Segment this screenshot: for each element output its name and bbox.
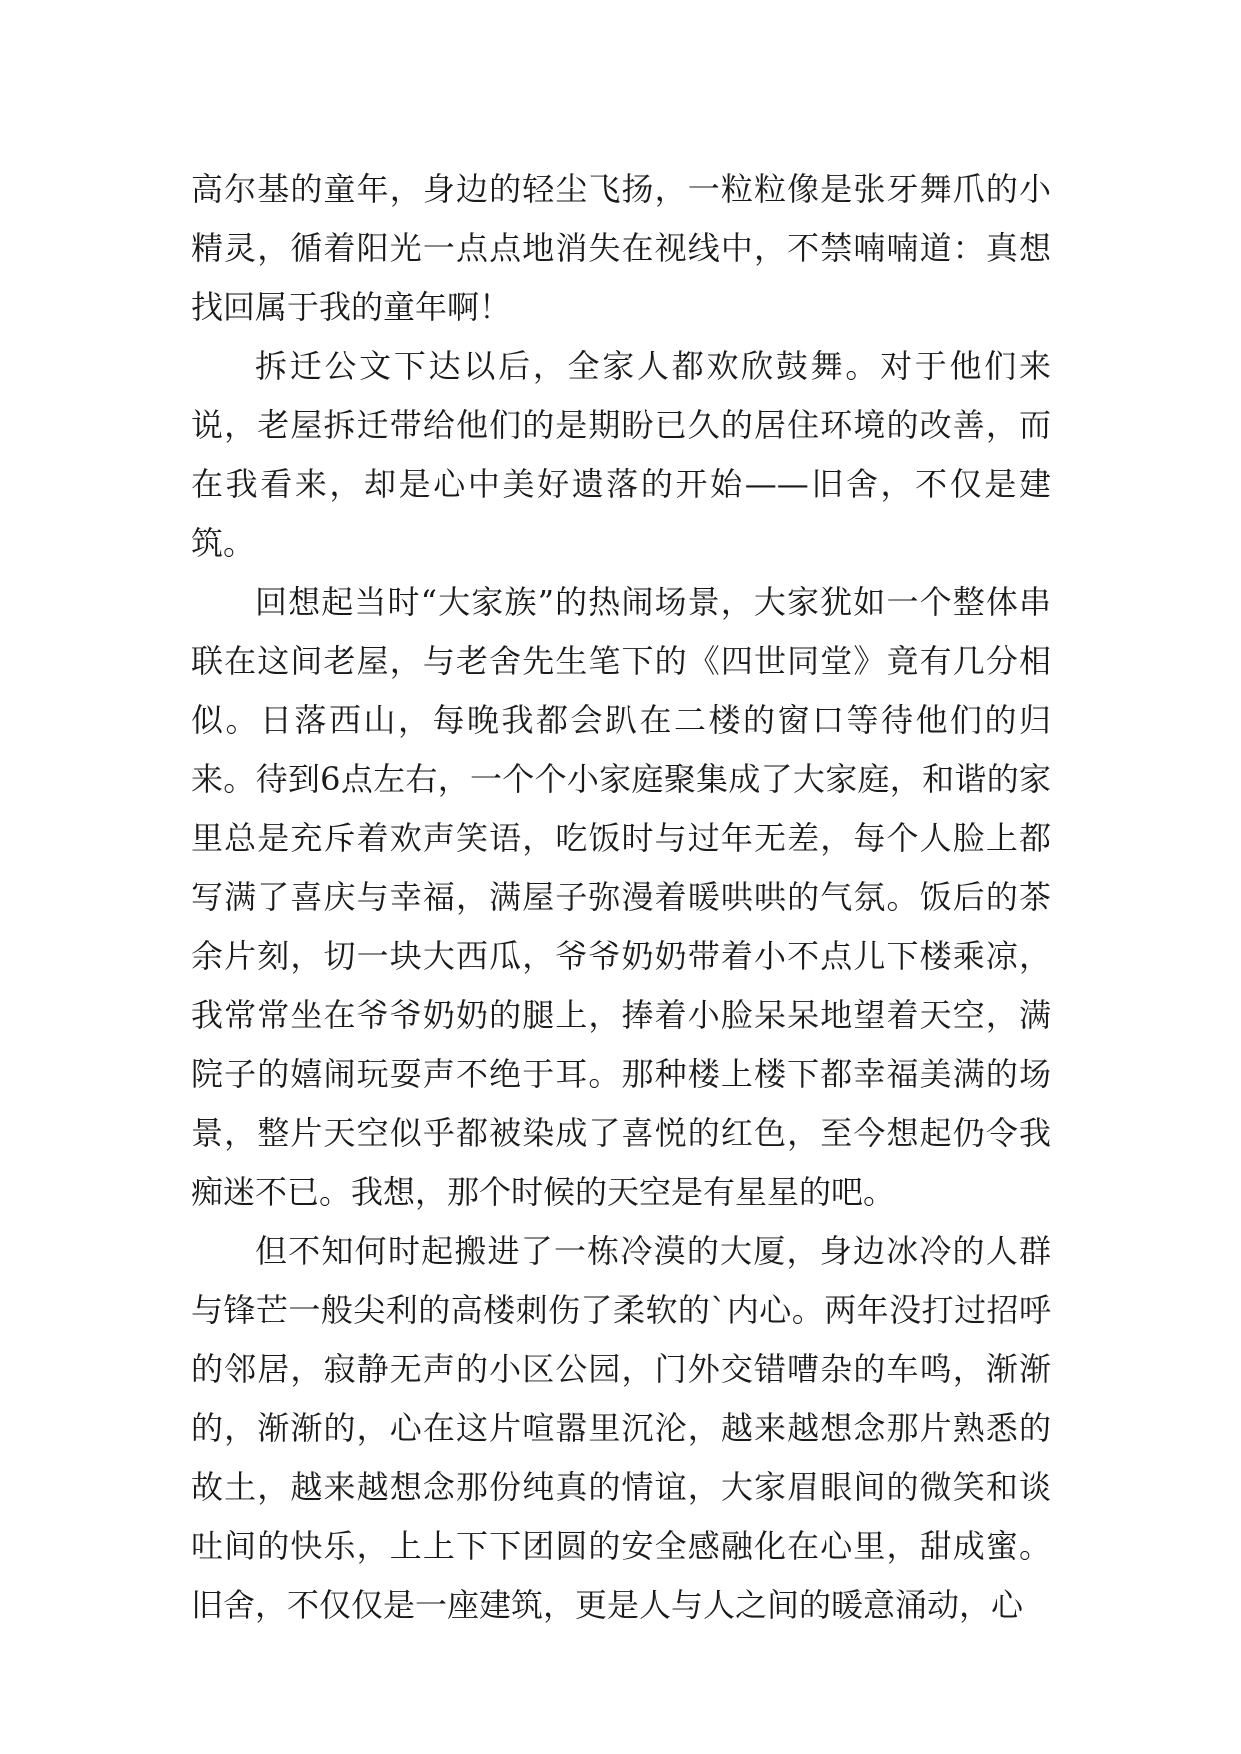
paragraph-big-family: 回想起当时“大家族”的热闹场景，大家犹如一个整体串联在这间老屋，与老舍先生笔下的《四世同堂》竟有几分相似。日落西山，每晚我都会趴在二楼的窗口等待他们的归来。待到6点左右，一个个小家庭聚集成了大家庭，和谐的家里总是充斥着欢声笑语，吃饭时与过年无差，每个人脸上都写满了喜庆与幸福，满屋子弥漫着暖哄哄的气氛。饭后的茶余片刻，切一块大西瓜，爷爷奶奶带着小不点儿下楼乘凉，我常常坐在爷爷奶奶的腿上，捧着小脸呆呆地望着天空，满院子的嬉闹玩耍声不绝于耳。那种楼上楼下都幸福美满的场景，整片天空似乎都被染成了喜悦的红色，至今想起仍令我痴迷不已。我想，那个时候的天空是有星星的吧。 [191,583,1051,1211]
paragraph-demolition: 拆迁公文下达以后，全家人都欢欣鼓舞。对于他们来说，老屋拆迁带给他们的是期盼已久的居住环境的改善，而在我看来，却是心中美好遗落的开始——旧舍，不仅是建筑。 [191,347,1051,562]
paragraph-childhood: 高尔基的童年，身边的轻尘飞扬，一粒粒像是张牙舞爪的小精灵，循着阳光一点点地消失在视线中，不禁喃喃道：真想找回属于我的童年啊！ [191,170,1051,326]
article-body [191,160,1051,1635]
paragraph-new-building: 但不知何时起搬进了一栋冷漠的大厦，身边冰冷的人群与锋芒一般尖利的高楼刺伤了柔软的`内心。两年没打过招呼的邻居，寂静无声的小区公园，门外交错嘈杂的车鸣，渐渐的，渐渐的，心在这片喧嚣里沉沦，越来越想念那片熟悉的故土，越来越想念那份纯真的情谊，大家眉眼间的微笑和谈吐间的快乐，上上下下团圆的安全感融化在心里，甜成蜜。旧舍，不仅仅是一座建筑，更是人与人之间的暖意涌动，心 [191,1232,1051,1624]
